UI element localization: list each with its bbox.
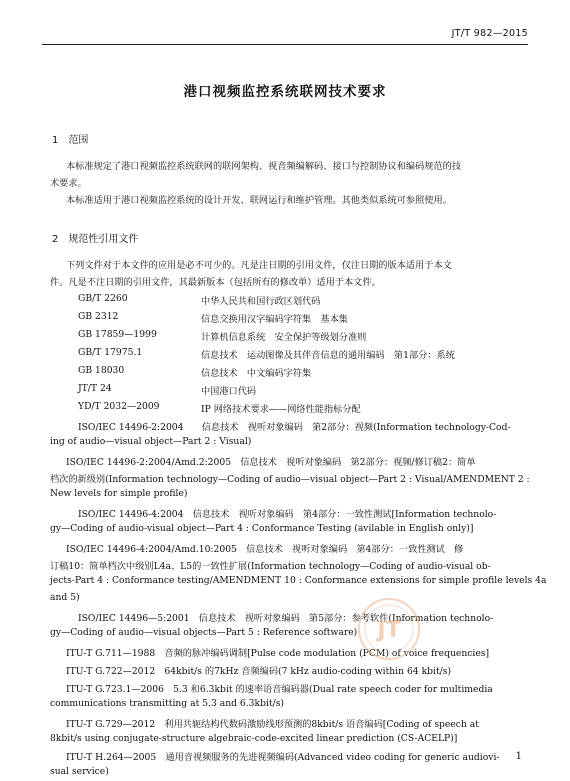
ref-line: 8kbit/s using conjugate-structure algebraic-code-excited linear prediction (CS-ACELP)] <box>50 733 458 744</box>
scope-line-1: 本标准规定了港口视频监控系统联网的联网架构、视音频编解码、接口与控制协议和编码规范的技 <box>66 161 462 172</box>
normative-intro-line-1: 下列文件对于本文件的应用是必不可少的。凡是注日期的引用文件，仅注日期的版本适用于本文 <box>66 260 452 271</box>
ref-code: YD/T 2032—2009 <box>78 401 160 412</box>
ref-code: GB 17859—1999 <box>78 329 157 340</box>
ref-name: 信息技术 中文编码字符集 <box>201 368 312 379</box>
normative-intro-line-2: 件。凡是不注日期的引用文件，其最新版本（包括所有的修改单）适用于本文件。 <box>50 277 381 288</box>
ref-name: 信息交换用汉字编码字符集 基本集 <box>201 314 348 325</box>
ref-line: New levels for simple profile) <box>50 488 188 499</box>
ref-line: ITU-T G.711—1988 音频的脉冲编码调制[Pulse code modulation (PCM) of voice frequencies] <box>66 648 490 659</box>
ref-name: 计算机信息系统 安全保护等级划分准则 <box>201 332 367 343</box>
ref-line: ISO/IEC 14496-4:2004/Amd.10:2005 信息技术 视听对象编码 第4部分：一致性测试 修 <box>66 544 464 555</box>
section-2-heading: 2 规范性引用文件 <box>52 234 139 245</box>
ref-name: 中国港口代码 <box>201 386 257 397</box>
standard-number: JT/T 982—2015 <box>451 28 528 39</box>
ref-code: GB 2312 <box>78 311 119 322</box>
ref-code: GB/T 17975.1 <box>78 347 143 358</box>
scope-line-2: 术要求。 <box>50 178 87 189</box>
ref-code: GB 18030 <box>78 365 125 376</box>
header-rule <box>42 44 528 45</box>
jt-seal-watermark <box>356 596 422 662</box>
ref-name: 信息技术 运动图像及其伴音信息的通用编码 第1部分：系统 <box>201 350 455 361</box>
ref-line: ing of audio—visual object—Part 2 : Visual) <box>50 436 252 447</box>
ref-line: ITU-T G.722—2012 64kbit/s 的7kHz 音频编码(7 kHz audio-coding within 64 kbit/s) <box>66 666 452 677</box>
ref-line: communications transmitting at 5.3 and 6.3kbit/s) <box>50 698 284 709</box>
ref-code: GB/T 2260 <box>78 293 128 304</box>
ref-line: ISO/IEC 14496—5:2001 信息技术 视听对象编码 第5部分：参考软件(Information technolo- <box>78 613 494 624</box>
ref-line: 档次的新级别(Information technology—Coding of audio—visual object—Part 2 : Visual/AMENDMENT 2 : <box>50 474 530 485</box>
ref-line: ITU-T G.723.1—2006 5.3 和6.3kbit 的速率语音编码器(Dual rate speech coder for multimedia <box>66 684 493 695</box>
scope-line-3: 本标准适用于港口视频监控系统的设计开发、联网运行和维护管理。其他类似系统可参照使用。 <box>66 195 452 206</box>
ref-line: sual service) <box>50 766 109 777</box>
ref-name: 中华人民共和国行政区划代码 <box>201 296 321 307</box>
ref-line: jects-Part 4 : Conformance testing/AMENDMENT 10 : Conformance extensions for simple profile levels 4a <box>50 575 547 586</box>
document-title: 港口视频监控系统联网技术要求 <box>183 84 387 100</box>
ref-line: ITU-T G.729—2012 利用共轭结构代数码激励线形预测的8kbit/s 语音编码[Coding of speech at <box>66 719 479 730</box>
ref-line: and 5) <box>50 592 80 603</box>
ref-code: JT/T 24 <box>78 383 112 394</box>
ref-line: ITU-T H.264—2005 通用音视频服务的先进视频编码(Advanced video coding for generic audiovi- <box>66 752 500 763</box>
ref-line: gy—Coding of audio—visual objects—Part 5 : Reference software) <box>50 627 358 638</box>
ref-line: ISO/IEC 14496-2:2004 信息技术 视听对象编码 第2部分：视频(Information technology-Cod- <box>78 422 511 433</box>
ref-line: gy—Coding of audio-visual object—Part 4 : Conformance Testing (avilable in English only)] <box>50 523 474 534</box>
seal-text: JT <box>377 618 401 643</box>
page-number: 1 <box>515 751 522 762</box>
ref-line: ISO/IEC 14496-2:2004/Amd.2:2005 信息技术 视听对象编码 第2部分：视频/修订稿2：简单 <box>66 457 476 468</box>
ref-line: ISO/IEC 14496-4:2004 信息技术 视听对象编码 第4部分：一致性测试[Information technolo- <box>78 509 497 520</box>
ref-name: IP 网络技术要求——网络性能指标分配 <box>201 404 361 415</box>
section-1-heading: 1 范围 <box>52 135 89 146</box>
ref-line: 订稿10：简单档次中级别L4a、L5的一致性扩展(Information technology—Coding of audio-visual ob- <box>50 561 491 572</box>
